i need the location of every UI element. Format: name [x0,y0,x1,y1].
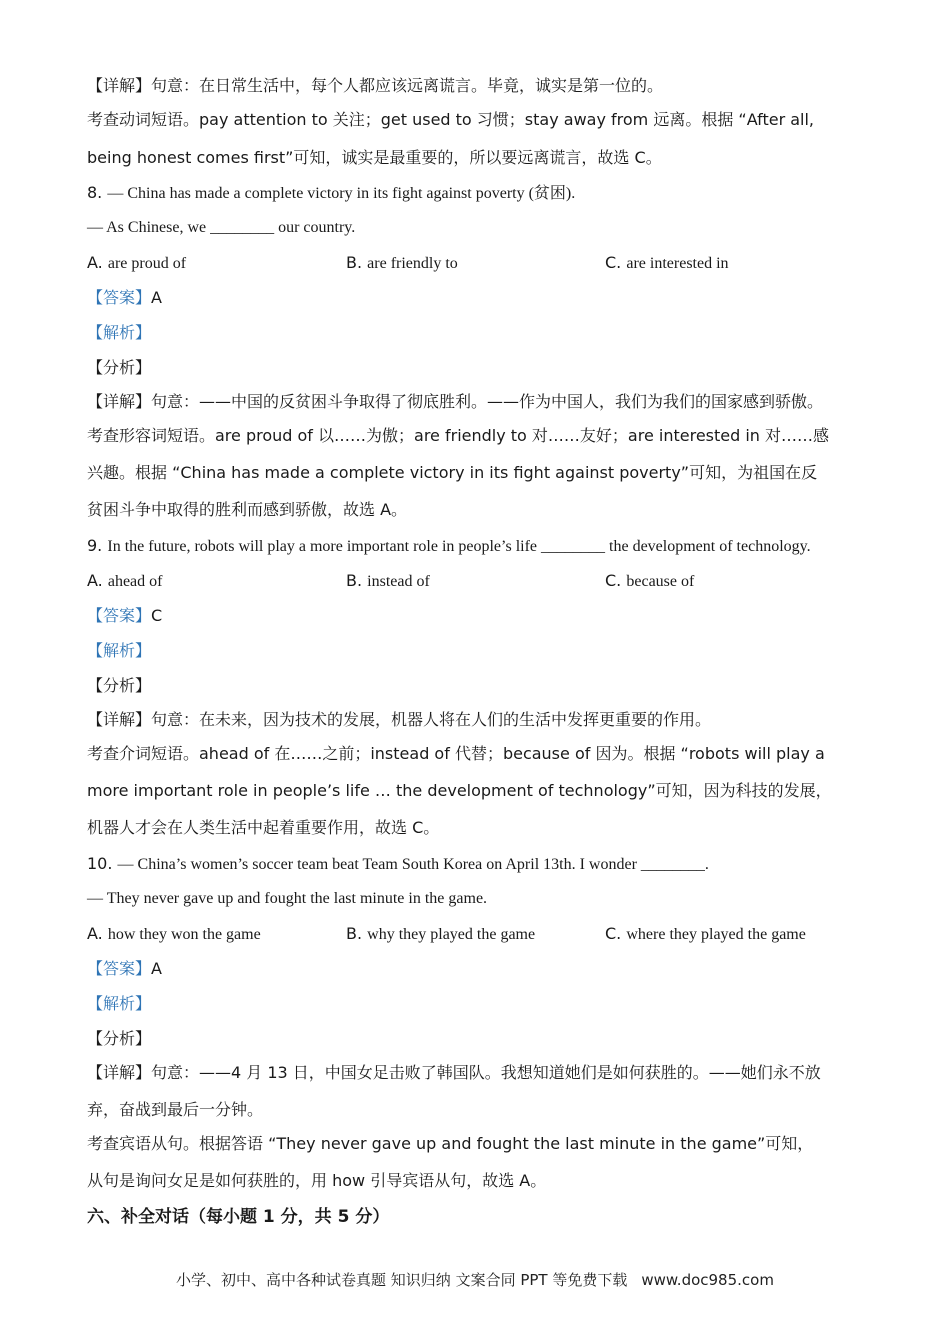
footer-url[interactable]: www.doc985.com [641,1271,774,1289]
footer-text: 小学、初中、高中各种试卷真题 知识归纳 文案合同 PPT 等免费下载 [176,1271,628,1289]
detail-line: 贫困斗争中取得的胜利而感到骄傲，故选 A。 [87,500,408,519]
question-text: — China has made a complete victory in its fight against poverty (贫困). [107,185,576,202]
option-a: A. ahead of [87,571,163,590]
detail-line: 机器人才会在人类生活中起着重要作用，故选 C。 [87,818,440,837]
option-b: B. instead of [346,571,430,590]
option-b: B. are friendly to [346,253,458,272]
answer-tag: 【答案】 [87,959,152,978]
detail-line: 从句是询问女足是如何获胜的，用 how 引导宾语从句，故选 A。 [87,1171,547,1190]
analysis-tag: 【解析】 [87,323,152,342]
page-footer [0,1270,950,1290]
question-text: — China’s women’s soccer team beat Team South Korea on April 13th. I wonder ________. [117,856,709,873]
question-text: In the future, robots will play a more important role in people’s life ________ the development of technology. [107,538,811,555]
detail-line: 兴趣。根据 “China has made a complete victory in its fight against poverty”可知，为祖国在反 [87,463,818,482]
answer-line [87,606,877,626]
detail-line: 考查宾语从句。根据答语 “They never gave up and fought the last minute in the game”可知， [87,1134,814,1153]
detail-line: 【详解】句意：在未来，因为技术的发展，机器人将在人们的生活中发挥更重要的作用。 [87,710,712,729]
question-number: 10. [87,854,113,873]
option-c: C. are interested in [605,253,729,272]
answer-line [87,288,877,308]
detail-line: more important role in people’s life … the development of technology”可知，因为科技的发展， [87,781,832,800]
question-8-line2: — As Chinese, we ________ our country. [87,219,356,236]
detail-line: 考查形容词短语。are proud of 以……为傲；are friendly to 对……友好；are interested in 对……感 [87,426,830,445]
option-c: C. because of [605,571,695,590]
option-b: B. why they played the game [346,924,536,943]
answer-value: A [151,959,162,978]
question-number: 8. [87,183,103,202]
fenxi-tag: 【分析】 [87,676,152,695]
option-c: C. where they played the game [605,924,806,943]
question-9-stem [87,536,877,557]
answer-value: A [151,288,162,307]
option-a: A. are proud of [87,253,187,272]
analysis-tag: 【解析】 [87,994,152,1013]
section-title: 六、补全对话（每小题 1 分，共 5 分） [87,1207,390,1227]
detail-line: 【详解】句意：——4 月 13 日，中国女足击败了韩国队。我想知道她们是如何获胜的。——她们永不放 [87,1063,821,1082]
detail-line: 考查介词短语。ahead of 在……之前；instead of 代替；because of 因为。根据 “robots will play a [87,744,825,763]
question-number: 9. [87,536,103,555]
question-10-line2: — They never gave up and fought the last minute in the game. [87,890,488,907]
detail-line: 【详解】句意：——中国的反贫困斗争取得了彻底胜利。——作为中国人，我们为我们的国家感到骄傲。 [87,392,824,411]
analysis-tag: 【解析】 [87,641,152,660]
answer-value: C [151,606,163,625]
fenxi-tag: 【分析】 [87,1029,152,1048]
explanation-line: being honest comes first”可知，诚实是最重要的，所以要远离谎言，故选 C。 [87,148,662,167]
fenxi-tag: 【分析】 [87,358,152,377]
explanation-line: 考查动词短语。pay attention to 关注；get used to 习惯；stay away from 远离。根据 “After all, [87,110,815,129]
detail-line: 弃，奋战到最后一分钟。 [87,1100,264,1119]
explanation-line: 【详解】句意：在日常生活中，每个人都应该远离谎言。毕竟，诚实是第一位的。 [87,76,664,95]
answer-tag: 【答案】 [87,288,152,307]
answer-tag: 【答案】 [87,606,152,625]
option-a: A. how they won the game [87,924,261,943]
question-8-stem [87,183,877,204]
question-10-stem [87,854,877,875]
answer-line [87,959,877,979]
